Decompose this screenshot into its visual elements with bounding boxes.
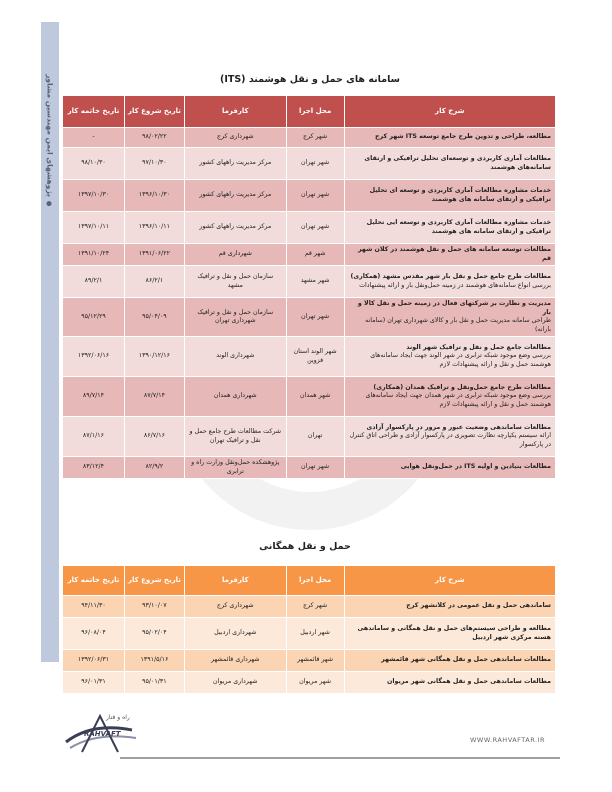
cell-description [344, 596, 555, 618]
sidebar-text: پژوهشهای ایمن مهندسین مشاور [45, 74, 55, 197]
cell-start-date: ۸۶/۷/۱۶ [124, 417, 184, 457]
cell-location: شهر مریوان [286, 672, 344, 694]
cell-location: شهر الوند استان قزوین [286, 337, 344, 377]
project-title: مدیریت و نظارت بر شرکتهای فعال در زمینه حمل و نقل کالا و بار [357, 300, 551, 316]
project-title: مطالعات جامع حمل و نقل و ترافیک شهر الوند [406, 343, 551, 351]
project-subtitle: بررسی وضع موجود شبکه ترابری در شهر همدان جهت ایجاد سامانه‌های هوشمند حمل و نقل و ارائه پیشنهادات لازم [365, 392, 551, 408]
project-title: مطالعات طرح جامع حمل و نقل بار شهر مقدس مشهد (همکاری) [350, 273, 551, 280]
table-row [63, 298, 556, 337]
cell-description [344, 244, 555, 266]
table-row [63, 212, 556, 244]
cell-client: پژوهشکده حمل‌ونقل وزارت راه و ترابری [184, 457, 286, 479]
section-title-public-transport: حمل و نقل همگانی [259, 541, 351, 552]
project-title: مطالعات ساماندهی حمل و نقل همگانی شهر قائمشهر [381, 656, 551, 664]
cell-end-date: ۱۳۹۲/۰۶/۱۶ [63, 337, 125, 377]
project-subtitle: ارائه سیستم یکپارچه نظارت تصویری در پارکسوار آزادی و طراحی اتاق کنترل در پارکسوار [349, 432, 551, 448]
cell-client: مرکز مدیریت راههای کشور [184, 148, 286, 180]
cell-client: شرکت مطالعات طرح جامع حمل و نقل و ترافیک تهران [184, 417, 286, 457]
cell-description [344, 337, 555, 377]
header-location: محل اجرا [286, 566, 344, 596]
cell-end-date: ۹۴/۱۱/۳۰ [63, 596, 125, 618]
cell-client: شهرداری همدان [184, 377, 286, 417]
table-header-row [63, 96, 556, 128]
cell-location: شهر مشهد [286, 266, 344, 298]
public-transport-table [62, 565, 556, 694]
cell-client: شهرداری کرج [184, 596, 286, 618]
table-row [63, 417, 556, 457]
cell-end-date: - [63, 128, 125, 148]
cell-client: سازمان حمل و نقل و ترافیک شهرداری تهران [184, 298, 286, 337]
project-title: مطالعات طرح جامع حمل‌ونقل و ترافیک همدان (همکاری) [373, 383, 551, 391]
project-title: خدمات مشاوره مطالعات آماری کاربردی و توسعه ای تحلیل ترافیکی و ارتقای سامانه های هوشمند [369, 187, 551, 203]
cell-start-date: ۸۷/۷/۱۴ [124, 377, 184, 417]
header-location: محل اجرا [286, 96, 344, 128]
project-subtitle: بررسی وضع موجود شبکه ترابری در شهر الوند جهت ایجاد سامانه‌های هوشمند حمل و نقل و ارائه پیشنهادات لازم [370, 352, 551, 368]
header-end-date: تاریخ خاتمه کار [63, 566, 125, 596]
table-header-row [63, 566, 556, 596]
logo-text: RAHVAFT [84, 730, 121, 738]
cell-start-date: ۱۳۹۶/۱۰/۱۱ [124, 212, 184, 244]
cell-client: شهرداری قائمشهر [184, 650, 286, 672]
cell-description [344, 298, 555, 337]
cell-description [344, 618, 555, 650]
cell-description [344, 417, 555, 457]
cell-location: شهر کرج [286, 596, 344, 618]
its-projects-table [62, 95, 556, 479]
cell-location: تهران [286, 417, 344, 457]
project-title: مطالعات ساماندهی وضعیت عبور و مرور در پارکسوار آزادی [366, 423, 551, 431]
cell-start-date: ۹۵/۰۴/۰۹ [124, 298, 184, 337]
cell-location: شهر اردبیل [286, 618, 344, 650]
cell-end-date: ۸۷/۱/۱۶ [63, 417, 125, 457]
cell-client: شهرداری اردبیل [184, 618, 286, 650]
table-row [63, 337, 556, 377]
bullet-icon [47, 201, 52, 206]
cell-client: مرکز مدیریت راههای کشور [184, 212, 286, 244]
cell-description [344, 266, 555, 298]
header-description: شرح کار [344, 566, 555, 596]
cell-end-date: ۱۳۹۱/۱۰/۲۴ [63, 244, 125, 266]
company-logo [62, 708, 142, 754]
header-client: کارفرما [184, 96, 286, 128]
cell-description [344, 457, 555, 479]
project-title: مطالعات ساماندهی حمل و نقل همگانی شهر مریوان [387, 678, 551, 686]
table-row [63, 672, 556, 694]
cell-end-date: ۹۶/۰۱/۳۱ [63, 672, 125, 694]
cell-description [344, 180, 555, 212]
table-row [63, 618, 556, 650]
cell-client: شهرداری کرج [184, 128, 286, 148]
cell-start-date: ۹۷/۱۰/۳۰ [124, 148, 184, 180]
cell-start-date: ۸۲/۹/۲ [124, 457, 184, 479]
cell-end-date: ۹۶/۰۸/۰۴ [63, 618, 125, 650]
cell-start-date: ۹۳/۱۰/۰۷ [124, 596, 184, 618]
cell-end-date: ۹۵/۱۲/۲۹ [63, 298, 125, 337]
header-client: کارفرما [184, 566, 286, 596]
cell-start-date: ۹۸/۰۲/۲۲ [124, 128, 184, 148]
project-title: مطالعات توسعه سامانه های حمل و نقل هوشمند در کلان شهر قم [358, 246, 551, 262]
cell-start-date: ۱۳۹۱/۰۶/۲۲ [124, 244, 184, 266]
cell-location: شهر تهران [286, 180, 344, 212]
logo-subtext: راه و فتار [106, 714, 130, 721]
cell-description [344, 650, 555, 672]
cell-description [344, 148, 555, 180]
cell-location: شهر قائمشهر [286, 650, 344, 672]
cell-location: شهر تهران [286, 148, 344, 180]
cell-location: شهر تهران [286, 212, 344, 244]
header-description: شرح کار [344, 96, 555, 128]
cell-start-date: ۱۳۹۱/۵/۱۶ [124, 650, 184, 672]
cell-end-date: ۸۳/۱۲/۴ [63, 457, 125, 479]
cell-end-date: ۱۳۹۲/۰۶/۳۱ [63, 650, 125, 672]
cell-description [344, 377, 555, 417]
cell-end-date: ۸۹/۲/۱ [63, 266, 125, 298]
cell-location: شهر قم [286, 244, 344, 266]
cell-end-date: ۱۳۹۷/۱۰/۱۱ [63, 212, 125, 244]
table-row [63, 244, 556, 266]
table-row [63, 128, 556, 148]
cell-start-date: ۱۳۹۶/۱۰/۳۰ [124, 180, 184, 212]
cell-end-date: ۸۹/۷/۱۴ [63, 377, 125, 417]
header-start-date: تاریخ شروع کار [124, 566, 184, 596]
cell-start-date: ۹۵/۰۲/۰۴ [124, 618, 184, 650]
table-row [63, 457, 556, 479]
project-title: مطالعات بنیادین و اولیه ITS در حمل‌ونقل هوایی [400, 463, 551, 471]
cell-client: شهرداری مریوان [184, 672, 286, 694]
header-end-date: تاریخ خاتمه کار [63, 96, 125, 128]
sidebar-label [46, 74, 55, 206]
cell-location: شهر همدان [286, 377, 344, 417]
table-row [63, 266, 556, 298]
project-title: مطالعه، طراحی و تدوین طرح جامع توسعه ITS شهر کرج [375, 133, 551, 141]
cell-end-date: ۱۳۹۷/۱۰/۳۰ [63, 180, 125, 212]
cell-client: شهرداری الوند [184, 337, 286, 377]
project-title: مطالعه و طراحی سیستم‌های حمل و نقل همگانی و ساماندهی هسته مرکزی شهر اردبیل [357, 625, 551, 641]
cell-client: مرکز مدیریت راههای کشور [184, 180, 286, 212]
table-row [63, 148, 556, 180]
table-row [63, 377, 556, 417]
cell-start-date: ۸۶/۲/۱ [124, 266, 184, 298]
cell-location: شهر تهران [286, 457, 344, 479]
table-row [63, 650, 556, 672]
footer-divider [120, 757, 560, 759]
table-row [63, 180, 556, 212]
cell-start-date: ۱۳۹۰/۱۲/۱۶ [124, 337, 184, 377]
footer-url[interactable]: WWW.RAHVAFTAR.IR [470, 736, 545, 744]
project-subtitle: طراحی سامانه مدیریت حمل و نقل بار و کالای شهرداری تهران (سامانه بارانه) [365, 317, 551, 333]
project-title: ساماندهی حمل و نقل عمومی در کلانشهر کرج [406, 602, 551, 610]
cell-start-date: ۹۵/۰۱/۳۱ [124, 672, 184, 694]
cell-client: سازمان حمل و نقل و ترافیک مشهد [184, 266, 286, 298]
cell-location: شهر تهران [286, 298, 344, 337]
table-row [63, 596, 556, 618]
cell-description [344, 672, 555, 694]
cell-client: شهرداری قم [184, 244, 286, 266]
project-title: خدمات مشاوره مطالعات آماری کاربردی و توسعه ایی تحلیل ترافیکی و ارتقای سامانه های هوشمند [366, 219, 551, 235]
cell-end-date: ۹۸/۱۰/۳۰ [63, 148, 125, 180]
header-start-date: تاریخ شروع کار [124, 96, 184, 128]
section-title-its: سامانه های حمل و نقل هوشمند (ITS) [219, 74, 401, 85]
project-title: مطالعات آماری کاربردی و توسعه‌ای تحلیل ترافیکی و ارتقای سامانه‌های هوشمند [364, 155, 551, 171]
cell-location: شهر کرج [286, 128, 344, 148]
project-subtitle: بررسی انواع سامانه‌های هوشمند در زمینه حمل‌ونقل بار و ارائه پیشنهادات [359, 281, 551, 289]
cell-description [344, 128, 555, 148]
cell-description [344, 212, 555, 244]
